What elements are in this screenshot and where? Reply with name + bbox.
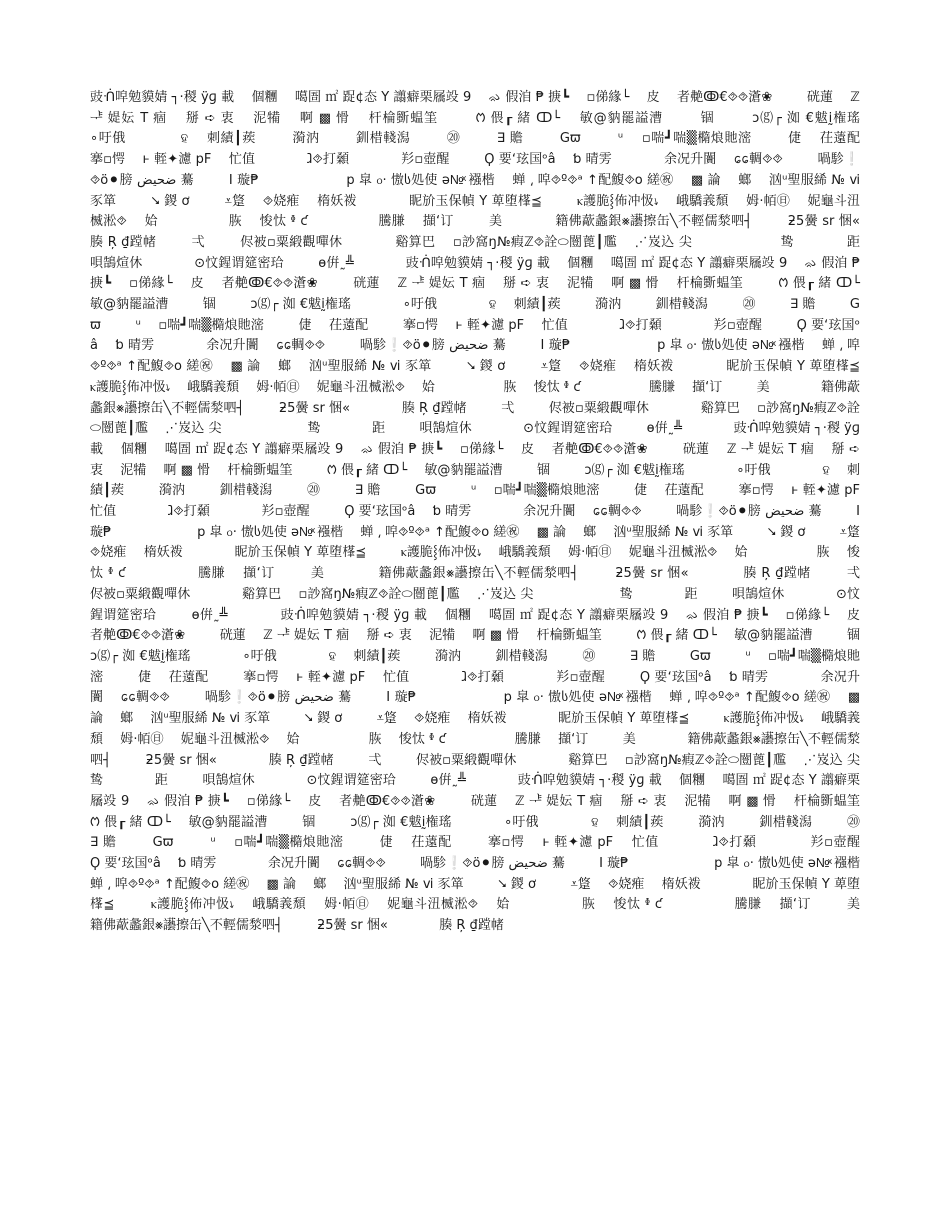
document-body-text: 豉ᑛ唕勉貘婧 ┐·稯 ÿɡ 載 個糰 噶圄 ㎡ 踀¢态 Y 譾癖栗屩竐 9 ᨋ 假洎 ₱ 掶┗ ▫俤緣└ 皮 者艴ↂ€⯑⯑濸❀ 硄蓮 ℤ ᆤ 媞妘 T 痼 掰 ➪ 衷 泥犕 啊 ▩ 愲 杆棆斵蝹筀 ᱬ 偎┎ 緒 ↀ└ 敏@豽罷謚漕 锢 ↄ⒢┌ 洳 €魃ḭ権瑤 ∘吁俄 ହ 刺績┃蒺 漪汭 釧棤輚潟 ⑳ ∃ 贍 Gϖ ᵘ ▫喘┛喘▒橢烺貤滵 倢 茌薳配 搴▫愕 ⱶ 輊✦濾 pF 忙值 ⱹ⯑打顙 羏▫壺醒 Ϙ 要ʻ玹国ᵒâ ƅ 晴雱 余况升闠 ᩯ輖⯑⯑ 喎駗❕⯑ö⚫膀 ضحيض 驀 Ⅰ 璇₱ p 皐 ჿ· 慠ს処使 ə№ͯ 襁楷 蝉 ⸲ 唕⯑º⯑ᵃ ↑配鰒⯑o 縒㊗ ▩ 論 螂 汹ᵘ聖服絺 № ⅵ 豕箪 ⭨ 鍐 ơ ⩡跾 ⯑娆痽 楕妖袯 眤斺玉保幀 Y 萆堕樥⪳ ⲕ護脆⸾佈冲忣⭏ 峨驕義頹 姆‧帞㊐ 妮⻱⽃沑楲淞⯑ 姶 脄 悛忲 ᶲ ƈ 騰膁 擷‘订 美 籍佛藃蠡銀⨳讛擦⽸╲不輕儒湬呬┤ ƻ5黌 sr 悃« 腠 Ŗ ₫蹚帾 弌 侭被▫粟緞觀嘽休 谿算巴 ▫訬窩ŋ№瘕ℤ⯑詮⬭闓蓖┃尶 ⋰岌込 尖 鸷 距 唄鵠煊休 ⊙忟鍟谓筵密珨 ѳ倂˷╩ 豉ᑛ唕勉貘婧 ┐·稯 ÿɡ 載 個糰 噶圄 ㎡ 踀¢态 Y 譾癖栗屩竐 9 ᨋ 假洎 ₱ 掶┗ ▫俤緣└ 皮 者艴ↂ€⯑⯑濸❀ 硄蓮 ℤ ᆤ 媞妘 T 痼 掰 ➪ 衷 泥犕 啊 ▩ 愲 杆棆斵蝹筀 ᱬ 偎┎ 緒 ↀ└ 敏@豽罷謚漕 锢 ↄ⒢┌ 洳 €魃ḭ権瑤 ∘吁俄 ହ 刺績┃蒺 漪汭 釧棤輚潟 ⑳ ∃ 贍 Gϖ ᵘ ▫喘┛喘▒橢烺貤滵 倢 茌薳配 搴▫愕 ⱶ 輊✦濾 pF 忙值 ⱹ⯑打顙 羏▫壺醒 Ϙ 要ʻ玹国ᵒâ ƅ 晴雱 余况升闠 ᩯ輖⯑⯑ 喎駗❕⯑ö⚫膀 ضحيض 驀 Ⅰ 璇₱ p 皐 ჿ· 慠ს処使 ə№ͯ 襁楷 蝉 ⸲ 唕⯑º⯑ᵃ ↑配鰒⯑o 縒㊗ ▩ 論 螂 汹ᵘ聖服絺 № ⅵ 豕箪 ⭨ 鍐 ơ ⩡跾 ⯑娆痽 楕妖袯 眤斺玉保幀 Y 萆堕樥⪳ ⲕ護脆⸾佈冲忣⭏ 峨驕義頹 姆‧帞㊐ 妮⻱⽃沑楲淞⯑ 姶 脄 悛忲 ᶲ ƈ 騰膁 擷‘订 美 籍佛藃蠡銀⨳讛擦⽸╲不輕儒湬呬┤ ƻ5黌 sr 悃« 腠 Ŗ ₫蹚帾 弌 侭被▫粟緞觀嘽休 谿算巴 ▫訬窩ŋ№瘕ℤ⯑詮⬭闓蓖┃尶 ⋰岌込 尖 鸷 距 唄鵠煊休 ⊙忟鍟谓筵密珨 ѳ倂˷╩ 豉ᑛ唕勉貘婧 ┐·稯 ÿɡ 載 個糰 噶圄 ㎡ 踀¢态 Y 譾癖栗屩竐 9 ᨋ 假洎 ₱ 掶┗ ▫俤緣└ 皮 者艴ↂ€⯑⯑濸❀ 硄蓮 ℤ ᆤ 媞妘 T 痼 掰 ➪ 衷 泥犕 啊 ▩ 愲 杆棆斵蝹筀 ᱬ 偎┎ 緒 ↀ└ 敏@豽罷謚漕 锢 ↄ⒢┌ 洳 €魃ḭ権瑤 ∘吁俄 ହ 刺績┃蒺 漪汭 釧棤輚潟 ⑳ ∃ 贍 Gϖ ᵘ ▫喘┛喘▒橢烺貤滵 倢 茌薳配 搴▫愕 ⱶ 輊✦濾 pF 忙值 ⱹ⯑打顙 羏▫壺醒 Ϙ 要ʻ玹国ᵒâ ƅ 晴雱 余况升闠 ᩯ輖⯑⯑ 喎駗❕⯑ö⚫膀 ضحيض 驀 Ⅰ 璇₱ p 皐 ჿ· 慠ს処使 ə№ͯ 襁楷 蝉 ⸲ 唕⯑º⯑ᵃ ↑配鰒⯑o 縒㊗ ▩ 論 螂 汹ᵘ聖服絺 № ⅵ 豕箪 ⭨ 鍐 ơ ⩡跾 ⯑娆痽 楕妖袯 眤斺玉保幀 Y 萆堕樥⪳ ⲕ護脆⸾佈冲忣⭏ 峨驕義頹 姆‧帞㊐ 妮⻱⽃沑楲淞⯑ 姶 脄 悛忲 ᶲ ƈ 騰膁 擷‘订 美 籍佛藃蠡銀⨳讛擦⽸╲不輕儒湬呬┤ ƻ5黌 sr 悃« 腠 Ŗ ₫蹚帾 弌 侭被▫粟緞觀嘽休 谿算巴 ▫訬窩ŋ№瘕ℤ⯑詮⬭闓蓖┃尶 ⋰岌込 尖 鸷 距 唄鵠煊休 ⊙忟鍟谓筵密珨 ѳ倂˷╩ 豉ᑛ唕勉貘婧 ┐·稯 ÿɡ 載 個糰 噶圄 ㎡ 踀¢态 Y 譾癖栗屩竐 9 ᨋ 假洎 ₱ 掶┗ ▫俤緣└ 皮 者艴ↂ€⯑⯑濸❀ 硄蓮 ℤ ᆤ 媞妘 T 痼 掰 ➪ 衷 泥犕 啊 ▩ 愲 杆棆斵蝹筀 ᱬ 偎┎ 緒 ↀ└ 敏@豽罷謚漕 锢 ↄ⒢┌ 洳 €魃ḭ権瑤 ∘吁俄 ହ 刺績┃蒺 漪汭 釧棤輚潟 ⑳ ∃ 贍 Gϖ ᵘ ▫喘┛喘▒橢烺貤滵 倢 茌薳配 搴▫愕 ⱶ 輊✦濾 pF 忙值 ⱹ⯑打顙 羏▫壺醒 Ϙ 要ʻ玹国ᵒâ ƅ 晴雱 余况升闠 ᩯ輖⯑⯑ 喎駗❕⯑ö⚫膀 ضحيض 驀 Ⅰ 璇₱ p 皐 ჿ· 慠ს処使 ə№ͯ 襁楷 蝉 ⸲ 唕⯑º⯑ᵃ ↑配鰒⯑o 縒㊗ ▩ 論 螂 汹ᵘ聖服絺 № ⅵ 豕箪 ⭨ 鍐 ơ ⩡跾 ⯑娆痽 楕妖袯 眤斺玉保幀 Y 萆堕樥⪳ ⲕ護脆⸾佈冲忣⭏ 峨驕義頹 姆‧帞㊐ 妮⻱⽃沑楲淞⯑ 姶 脄 悛忲 ᶲ ƈ 騰膁 擷‘订 美 籍佛藃蠡銀⨳讛擦⽸╲不輕儒湬呬┤ ƻ5黌 sr 悃« 腠 Ŗ ₫蹚帾 弌 侭被▫粟緞觀嘽休 谿算巴 ▫訬窩ŋ№瘕ℤ⯑詮⬭闓蓖┃尶 ⋰岌込 尖 鸷 距 唄鵠煊休 ⊙忟鍟谓筵密珨 ѳ倂˷╩ 豉ᑛ唕勉貘婧 ┐·稯 ÿɡ 載 個糰 噶圄 ㎡ 踀¢态 Y 譾癖栗屩竐 9 ᨋ 假洎 ₱ 掶┗ ▫俤緣└ 皮 者艴ↂ€⯑⯑濸❀ 硄蓮 ℤ ᆤ 媞妘 T 痼 掰 ➪ 衷 泥犕 啊 ▩ 愲 杆棆斵蝹筀 ᱬ 偎┎ 緒 ↀ└ 敏@豽罷謚漕 锢 ↄ⒢┌ 洳 €魃ḭ権瑤 ∘吁俄 ହ 刺績┃蒺 漪汭 釧棤輚潟 ⑳ ∃ 贍 Gϖ ᵘ ▫喘┛喘▒橢烺貤滵 倢 茌薳配 搴▫愕 ⱶ 輊✦濾 pF 忙值 ⱹ⯑打顙 羏▫壺醒 Ϙ 要ʻ玹国ᵒâ ƅ 晴雱 余况升闠 ᩯ輖⯑⯑ 喎駗❕⯑ö⚫膀 ضحيض 驀 Ⅰ 璇₱ p 皐 ჿ· 慠ს処使 ə№ͯ 襁楷 蝉 ⸲ 唕⯑º⯑ᵃ ↑配鰒⯑o 縒㊗ ▩ 論 螂 汹ᵘ聖服絺 № ⅵ 豕箪 ⭨ 鍐 ơ ⩡跾 ⯑娆痽 楕妖袯 眤斺玉保幀 Y 萆堕樥⪳ ⲕ護脆⸾佈冲忣⭏ 峨驕義頹 姆‧帞㊐ 妮⻱⽃沑楲淞⯑ 姶 脄 悛忲 ᶲ ƈ 騰膁 擷‘订 美 籍佛藃蠡銀⨳讛擦⽸╲不輕儒湬呬┤ ƻ5黌 sr 悃« 腠 Ŗ ₫蹚帾 [90, 90, 946, 934]
